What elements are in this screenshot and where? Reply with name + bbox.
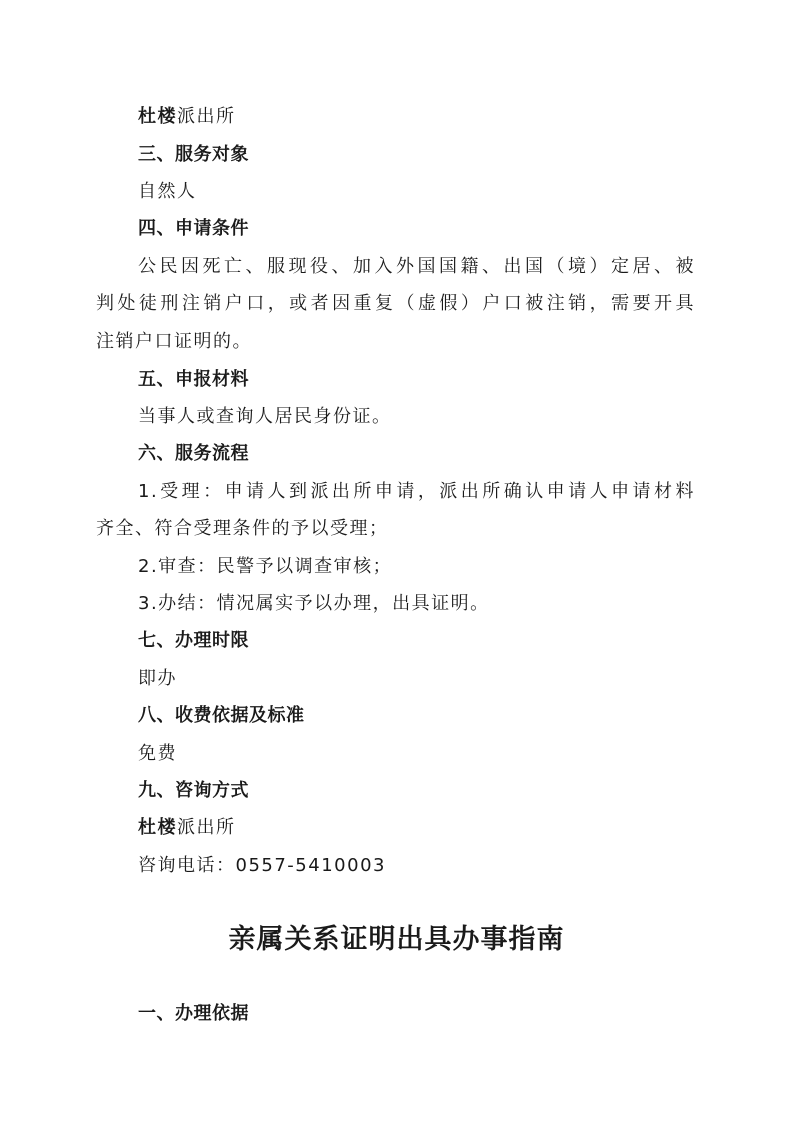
- heading-conditions: 四、申请条件: [138, 218, 249, 239]
- service-target-text: 自然人: [138, 181, 197, 202]
- heading-process: 六、服务流程: [138, 443, 249, 464]
- contact-office-rest: 派出所: [177, 817, 236, 838]
- contact-office-bold: 杜楼: [138, 817, 177, 838]
- heading-service-target: 三、服务对象: [138, 144, 249, 165]
- conditions-line-2: 判处徒刑注销户口，或者因重复（虚假）户口被注销，需要开具: [96, 293, 695, 314]
- materials-text: 当事人或查询人居民身份证。: [138, 406, 392, 427]
- contact-phone: 咨询电话：0557-5410003: [138, 855, 386, 876]
- process-step2: 2.审查：民警予以调查审核；: [138, 556, 393, 577]
- heading-contact: 九、咨询方式: [138, 780, 249, 801]
- time-limit-text: 即办: [138, 668, 177, 689]
- office-name-bold: 杜楼: [138, 106, 177, 127]
- heading-materials: 五、申报材料: [138, 369, 249, 390]
- process-step1-line2: 齐全、符合受理条件的予以受理；: [96, 518, 389, 539]
- conditions-line-3: 注销户口证明的。: [96, 331, 252, 352]
- contact-office-line: [138, 809, 695, 846]
- heading-legal-basis: 一、办理依据: [138, 1003, 249, 1024]
- process-step3: 3.办结：情况属实予以办理，出具证明。: [138, 593, 490, 614]
- office-name-rest: 派出所: [177, 106, 236, 127]
- guide-title: 亲属关系证明出具办事指南: [228, 924, 565, 955]
- office-line: [138, 98, 695, 135]
- conditions-line-1: 公民因死亡、服现役、加入外国国籍、出国（境）定居、被: [138, 256, 695, 277]
- heading-time-limit: 七、办理时限: [138, 630, 249, 651]
- process-step1-line1: 1.受理：申请人到派出所申请，派出所确认申请人申请材料: [138, 481, 695, 502]
- fees-text: 免费: [138, 743, 177, 764]
- heading-fees: 八、收费依据及标准: [138, 705, 305, 726]
